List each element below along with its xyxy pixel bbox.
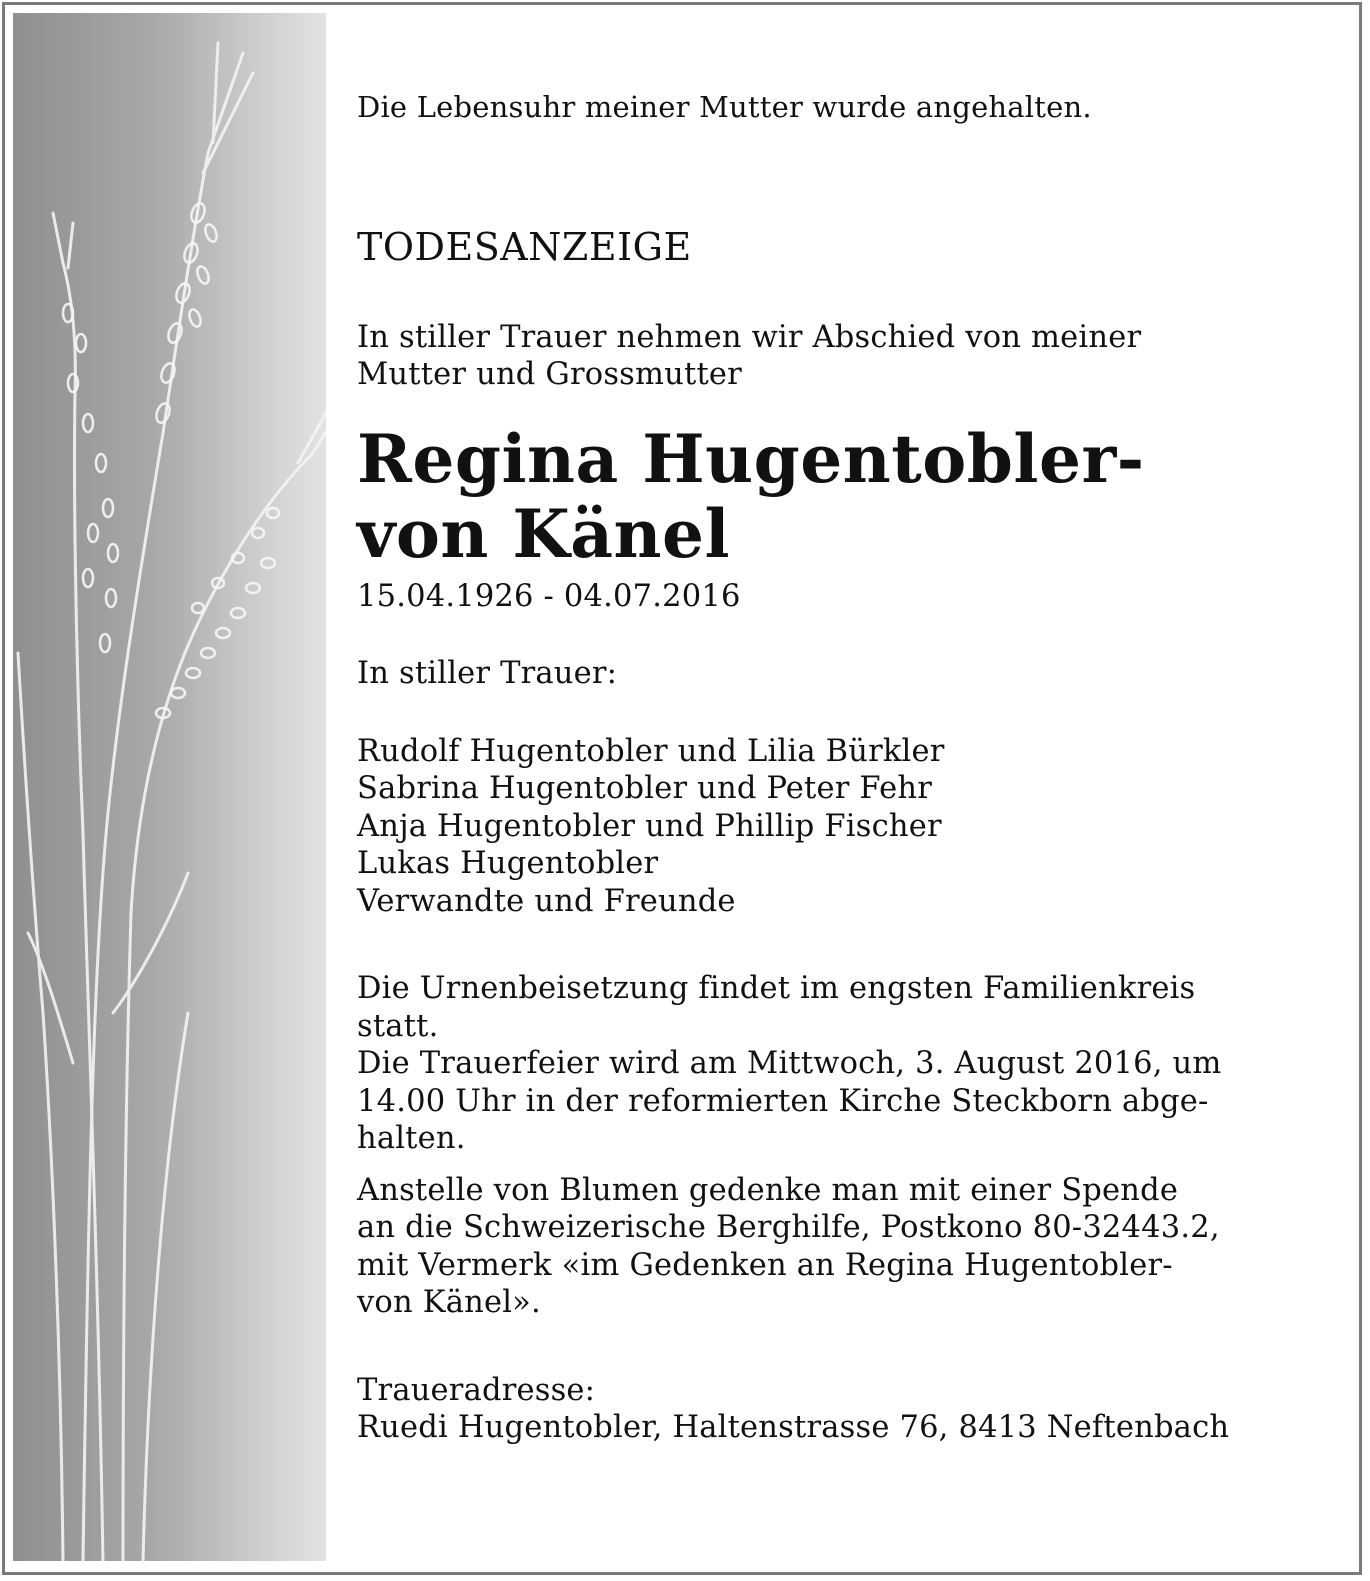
donation-line: mit Vermerk «im Gedenken an Regina Hugentobler-	[357, 1247, 1173, 1283]
burial-line: statt.	[357, 1008, 439, 1044]
mourners-list	[357, 733, 1337, 921]
lead-line: In stiller Trauer nehmen wir Abschied von meiner	[357, 319, 1142, 355]
name-line: von Känel	[357, 494, 731, 573]
deceased-name	[357, 419, 1337, 573]
notice-content	[357, 89, 1337, 1447]
notice-heading: TODESANZEIGE	[357, 224, 692, 269]
donation-info	[357, 1172, 1337, 1322]
mourner-item: Rudolf Hugentobler und Lilia Bürkler	[357, 733, 945, 769]
mourner-item: Lukas Hugentobler	[357, 846, 659, 881]
obituary-notice	[2, 2, 1362, 1575]
burial-line: Die Trauerfeier wird am Mittwoch, 3. August 2016, um	[357, 1046, 1222, 1081]
mourner-item: Verwandte und Freunde	[357, 883, 736, 919]
life-dates: 15.04.1926 - 04.07.2016	[357, 578, 741, 614]
address-label: Traueradresse:	[357, 1372, 596, 1408]
mourning-address: Ruedi Hugentobler, Haltenstrasse 76, 8413 Neftenbach	[357, 1410, 1230, 1445]
burial-line: halten.	[357, 1121, 466, 1156]
donation-line: Anstelle von Blumen gedenke man mit einer Spende	[357, 1172, 1179, 1208]
burial-line: Die Urnenbeisetzung findet im engsten Familienkreis	[357, 971, 1196, 1006]
lead-line: Mutter und Grossmutter	[357, 357, 742, 392]
name-line: Regina Hugentobler-	[357, 419, 1145, 498]
mourner-item: Anja Hugentobler und Phillip Fischer	[357, 808, 942, 844]
side-panel	[13, 13, 326, 1561]
mourners-label: In stiller Trauer:	[357, 656, 618, 691]
burial-info	[357, 970, 1337, 1158]
mourner-item: Sabrina Hugentobler und Peter Fehr	[357, 771, 932, 806]
donation-line: von Känel».	[357, 1285, 541, 1320]
intro-line: Die Lebensuhr meiner Mutter wurde angehalten.	[357, 90, 1092, 124]
donation-line: an die Schweizerische Berghilfe, Postkono 80-32443.2,	[357, 1210, 1220, 1245]
burial-line: 14.00 Uhr in der reformierten Kirche Steckborn abge-	[357, 1083, 1209, 1119]
lead-text	[357, 319, 1337, 394]
wheat-stalks-icon	[13, 13, 326, 1561]
